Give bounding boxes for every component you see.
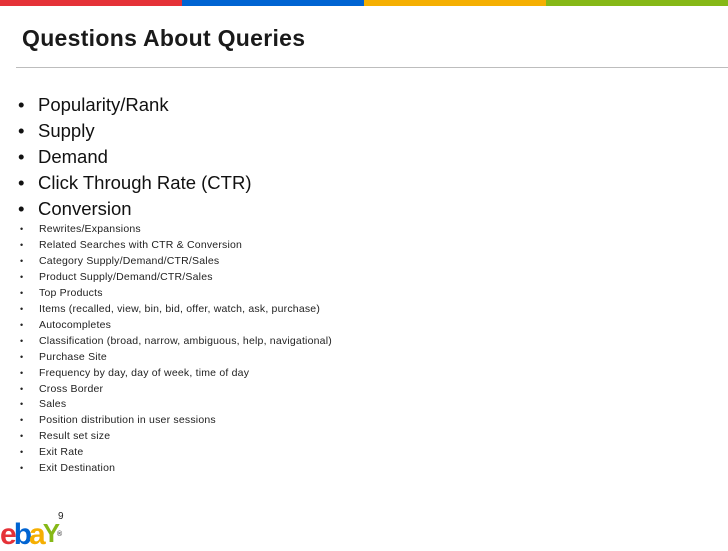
secondary-point [20,301,320,317]
color-bar-blue [182,0,364,6]
bullet-marker: • [18,94,25,115]
bullet-marker: • [20,319,24,330]
secondary-point-text: Top Products [39,286,103,299]
brand-color-bar [0,0,728,6]
slide-title: Questions About Queries [22,25,306,51]
secondary-point-text: Product Supply/Demand/CTR/Sales [39,270,213,283]
secondary-point-text: Exit Rate [39,446,84,459]
color-bar-yellow [364,0,546,6]
logo-letter: b [13,518,30,551]
secondary-point-text: Category Supply/Demand/CTR/Sales [39,254,220,267]
title-divider [16,67,728,68]
secondary-point [20,412,216,428]
secondary-point [20,269,213,285]
bullet-marker: • [20,239,24,250]
bullet-marker: • [20,271,24,282]
bullet-marker: • [18,172,25,193]
bullet-marker: • [20,415,24,426]
secondary-point [20,253,219,269]
color-bar-green [546,0,728,6]
secondary-point-text: Result set size [39,430,111,443]
primary-point-text: Popularity/Rank [38,94,169,115]
bullet-marker: • [20,255,24,266]
secondary-point [20,444,83,460]
page-number: 9 [58,511,64,522]
primary-point [18,170,252,196]
secondary-point-text: Frequency by day, day of week, time of day [39,366,250,379]
bullet-marker: • [20,399,24,410]
bullet-marker: • [20,224,24,234]
primary-point [18,196,132,222]
bullet-marker: • [20,463,24,474]
bullet-marker: • [20,367,24,378]
bullet-marker: • [20,335,24,346]
secondary-point-text: Purchase Site [39,350,107,363]
secondary-point [20,396,66,412]
bullet-marker: • [18,146,25,167]
bullet-marker: • [20,351,24,362]
secondary-point-text: Exit Destination [39,462,116,475]
logo-letter: a [29,518,43,551]
bullet-marker: • [20,383,24,394]
bullet-marker: • [20,431,24,442]
secondary-point-text: Position distribution in user sessions [39,414,216,427]
secondary-point [20,285,103,301]
primary-point [18,144,108,170]
primary-point [18,92,169,118]
secondary-point [20,460,115,476]
color-bar-red [0,0,182,6]
logo-letter: Y [42,518,58,548]
bullet-marker: • [20,287,24,298]
secondary-point [20,349,107,365]
secondary-point-text: Cross Border [39,382,104,395]
secondary-point [20,237,242,253]
bullet-marker: • [18,120,25,141]
secondary-point [20,221,141,237]
secondary-point-text: Sales [39,398,67,411]
secondary-point-text: Rewrites/Expansions [39,223,141,235]
primary-point [18,118,95,144]
secondary-point [20,317,111,333]
secondary-point-text: Items (recalled, view, bin, bid, offer, watch, ask, purchase) [39,302,321,315]
bullet-marker: • [18,198,25,219]
bullet-marker: • [20,447,24,458]
secondary-point-text: Autocompletes [39,318,112,331]
secondary-point-text: Related Searches with CTR & Conversion [39,238,243,251]
bullet-marker: • [20,303,24,314]
primary-point-text: Conversion [38,198,132,219]
primary-point-text: Demand [38,146,108,167]
primary-point-text: Click Through Rate (CTR) [38,172,252,193]
secondary-point [20,333,332,349]
secondary-point [20,381,103,397]
secondary-point [20,428,110,444]
logo-letter: e [0,518,14,551]
secondary-point [20,365,249,381]
secondary-point-text: Classification (broad, narrow, ambiguous, help, navigational) [39,334,332,347]
logo-trademark: ® [57,531,63,538]
primary-point-text: Supply [38,120,95,141]
